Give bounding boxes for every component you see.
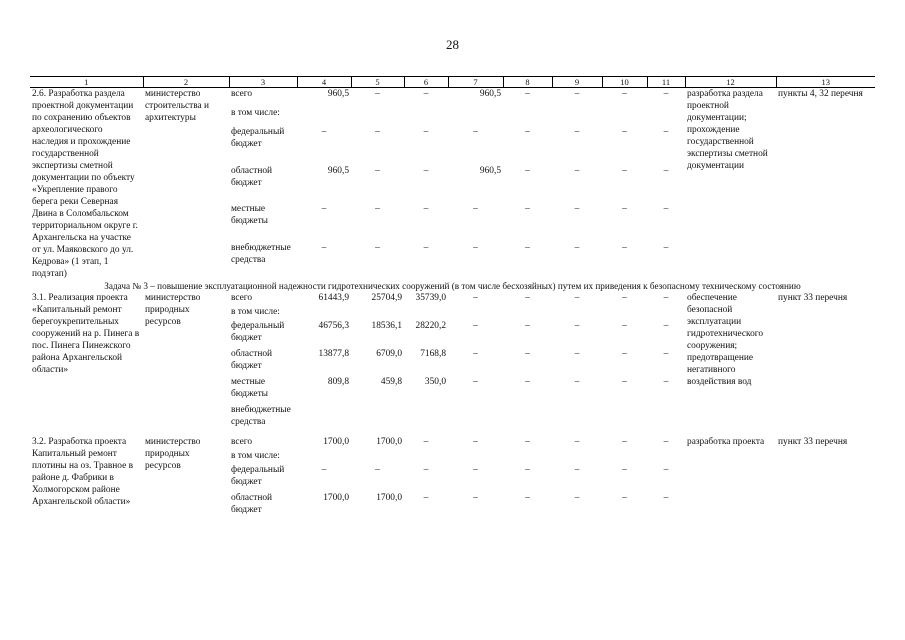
amount-cell: – xyxy=(622,89,627,99)
reference: пункты 4, 32 перечня xyxy=(778,89,863,99)
amount-cell: 459,8 xyxy=(380,377,402,387)
amount-cell xyxy=(647,107,685,126)
amount-cell: – xyxy=(574,89,580,99)
amount-cell: – xyxy=(574,242,580,253)
column-number-header xyxy=(30,77,875,88)
amount-cell: – xyxy=(622,293,627,303)
col-num: 7 xyxy=(448,77,503,88)
amount-cell: 35739,0 xyxy=(415,293,446,303)
executor: министерство природных ресурсов xyxy=(145,293,201,327)
amount-cell xyxy=(297,107,351,126)
amount-cell: – xyxy=(663,127,669,137)
amount-cell xyxy=(602,107,647,126)
amount-cell: – xyxy=(525,293,530,303)
amount-cell xyxy=(602,404,647,432)
amount-cell: 960,5 xyxy=(327,89,349,99)
amount-cell: 960,5 xyxy=(327,165,349,176)
amount-cell: – xyxy=(663,293,669,303)
amount-cell: – xyxy=(423,89,429,99)
amount-cell xyxy=(602,450,647,464)
funding-source: внебюджетные средства xyxy=(231,242,291,265)
funding-source: всего xyxy=(231,437,253,447)
amount-cell: – xyxy=(375,127,380,137)
amount-cell: – xyxy=(423,165,429,176)
amount-cell: – xyxy=(525,437,530,447)
col-num: 11 xyxy=(647,77,685,88)
amount-cell: – xyxy=(423,204,429,214)
amount-cell: – xyxy=(423,127,429,137)
amount-cell xyxy=(351,404,404,432)
amount-cell xyxy=(647,404,685,432)
amount-cell: – xyxy=(663,493,669,503)
expected-result: разработка раздела проектной документации; прохождение государственной экспертизы сметной документации xyxy=(687,89,768,171)
amount-cell xyxy=(351,306,404,320)
amount-cell xyxy=(404,404,448,432)
funding-source: внебюджетные средства xyxy=(231,405,291,427)
task-row xyxy=(30,280,875,292)
amount-cell: – xyxy=(622,204,627,214)
amount-cell: – xyxy=(663,321,669,331)
amount-cell xyxy=(552,404,602,432)
amount-cell xyxy=(351,107,404,126)
amount-cell: – xyxy=(423,493,429,503)
amount-cell: 809,8 xyxy=(327,377,349,387)
funding-source: местные бюджеты xyxy=(231,204,268,226)
funding-source: в том числе: xyxy=(231,307,280,317)
amount-cell xyxy=(503,306,552,320)
amount-cell: – xyxy=(622,127,627,137)
amount-cell: 28220,2 xyxy=(415,321,446,331)
amount-cell: 25704,9 xyxy=(371,293,402,303)
amount-cell: – xyxy=(473,321,478,331)
funding-source: всего xyxy=(231,293,253,303)
executor: министерство природных ресурсов xyxy=(145,437,201,471)
amount-cell xyxy=(404,107,448,126)
amount-cell: – xyxy=(574,465,580,475)
amount-cell: 960,5 xyxy=(479,165,501,176)
amount-cell: – xyxy=(574,349,580,359)
funding-source: федеральный бюджет xyxy=(231,127,285,149)
amount-cell: – xyxy=(574,293,580,303)
amount-cell: – xyxy=(423,437,429,447)
amount-cell: – xyxy=(375,242,380,253)
amount-cell: 1700,0 xyxy=(323,437,349,447)
amount-cell: – xyxy=(473,242,478,253)
col-num: 13 xyxy=(776,77,875,88)
amount-cell: – xyxy=(473,293,478,303)
col-num: 4 xyxy=(297,77,351,88)
amount-cell xyxy=(351,450,404,464)
amount-cell: – xyxy=(663,437,669,447)
amount-cell: 350,0 xyxy=(424,377,446,387)
funding-source: местные бюджеты xyxy=(231,377,268,399)
amount-cell: 18536,1 xyxy=(371,321,402,331)
amount-cell: – xyxy=(663,204,669,214)
amount-cell: 13877,8 xyxy=(318,349,349,359)
funding-source: областной бюджет xyxy=(231,493,273,515)
amount-cell: 1700,0 xyxy=(376,437,402,447)
amount-cell: 6709,0 xyxy=(376,349,402,359)
amount-cell: – xyxy=(525,89,530,99)
amount-cell: – xyxy=(525,127,530,137)
amount-cell: – xyxy=(663,89,669,99)
program-table xyxy=(30,76,875,520)
amount-cell: – xyxy=(473,349,478,359)
page-number: 28 xyxy=(446,37,459,52)
amount-cell xyxy=(404,450,448,464)
amount-cell: – xyxy=(375,204,380,214)
amount-cell xyxy=(448,404,503,432)
amount-cell: – xyxy=(574,321,580,331)
measure-title: 3.2. Разработка проекта Капитальный ремонт плотины на оз. Травное в районе д. Фабрики в Холмогорском районе Архангельской области» xyxy=(32,437,134,507)
amount-cell: – xyxy=(525,465,530,475)
amount-cell xyxy=(503,450,552,464)
amount-cell: – xyxy=(321,127,327,137)
amount-cell: – xyxy=(622,242,627,253)
col-num: 5 xyxy=(351,77,404,88)
amount-cell xyxy=(404,306,448,320)
amount-cell: – xyxy=(473,377,478,387)
amount-cell: – xyxy=(321,465,327,475)
amount-cell: 1700,0 xyxy=(323,493,349,503)
amount-cell xyxy=(552,107,602,126)
amount-cell: – xyxy=(473,127,478,137)
amount-cell xyxy=(297,306,351,320)
amount-cell: 46756,3 xyxy=(318,321,349,331)
funding-source: федеральный бюджет xyxy=(231,321,285,343)
amount-cell: – xyxy=(525,204,530,214)
funding-source: областной бюджет xyxy=(231,349,273,371)
amount-cell: – xyxy=(473,437,478,447)
amount-cell: – xyxy=(525,493,530,503)
amount-cell: – xyxy=(423,242,429,253)
amount-cell xyxy=(297,404,351,432)
executor: министерство строительства и архитектуры xyxy=(145,89,210,123)
task-heading: Задача № 3 – повышение эксплуатационной надежности гидротехнических сооружений (в том числе бесхозяйных) путем их приведения к безопасному техническому состоянию xyxy=(104,281,801,291)
funding-source: в том числе: xyxy=(231,107,280,118)
amount-cell xyxy=(503,107,552,126)
amount-cell: – xyxy=(574,204,580,214)
amount-cell: – xyxy=(663,465,669,475)
amount-cell: – xyxy=(622,493,627,503)
amount-cell: – xyxy=(622,437,627,447)
amount-cell xyxy=(552,450,602,464)
amount-cell: – xyxy=(525,377,530,387)
amount-cell: – xyxy=(375,89,380,99)
amount-cell: – xyxy=(663,377,669,387)
expected-result: обеспечение безопасной эксплуатации гидротехнического сооружения; предотвращение негативного воздействия вод xyxy=(687,293,764,387)
amount-cell xyxy=(647,306,685,320)
amount-cell: – xyxy=(525,321,530,331)
amount-cell: – xyxy=(574,437,580,447)
amount-cell: – xyxy=(622,349,627,359)
amount-cell: – xyxy=(574,493,580,503)
amount-cell: – xyxy=(375,165,380,176)
amount-cell: – xyxy=(574,377,580,387)
table-row xyxy=(30,88,875,107)
amount-cell: – xyxy=(663,165,669,176)
amount-cell: – xyxy=(473,204,478,214)
table-row xyxy=(30,436,875,450)
col-num: 3 xyxy=(229,77,297,88)
amount-cell: – xyxy=(375,465,380,475)
col-num: 8 xyxy=(503,77,552,88)
amount-cell: – xyxy=(321,204,327,214)
amount-cell: – xyxy=(525,349,530,359)
amount-cell xyxy=(448,107,503,126)
amount-cell: – xyxy=(622,321,627,331)
table-row xyxy=(30,292,875,306)
col-num: 1 xyxy=(30,77,143,88)
amount-cell: 1700,0 xyxy=(376,493,402,503)
amount-cell: – xyxy=(423,465,429,475)
amount-cell: – xyxy=(321,242,327,253)
amount-cell: – xyxy=(574,127,580,137)
col-num: 10 xyxy=(602,77,647,88)
amount-cell: – xyxy=(473,493,478,503)
reference: пункт 33 перечня xyxy=(778,437,848,447)
measure-title: 2.6. Разработка раздела проектной документации по сохранению объектов археологического наследия и прохождение государственной экспертизы сметной документации по объекту «Укрепление правого берега реки Северная Двина в Соломбальском территориальном округе г. Архангельска на участке от ул. Маяковского до ул. Кедрова» (1 этап, 1 подэтап) xyxy=(32,89,138,279)
amount-cell: – xyxy=(525,242,530,253)
amount-cell: – xyxy=(525,165,530,176)
amount-cell xyxy=(448,306,503,320)
expected-result: разработка проекта xyxy=(687,437,765,447)
col-num: 9 xyxy=(552,77,602,88)
amount-cell: 61443,9 xyxy=(318,293,349,303)
reference: пункт 33 перечня xyxy=(778,293,848,303)
amount-cell: 960,5 xyxy=(479,89,501,99)
amount-cell xyxy=(503,404,552,432)
amount-cell xyxy=(448,450,503,464)
amount-cell: – xyxy=(473,465,478,475)
funding-source: областной бюджет xyxy=(231,165,273,188)
amount-cell: – xyxy=(622,165,627,176)
amount-cell: – xyxy=(574,165,580,176)
amount-cell: – xyxy=(622,465,627,475)
amount-cell xyxy=(647,450,685,464)
col-num: 2 xyxy=(143,77,229,88)
amount-cell xyxy=(297,450,351,464)
amount-cell: – xyxy=(663,242,669,253)
funding-source: в том числе: xyxy=(231,451,280,461)
funding-source: федеральный бюджет xyxy=(231,465,285,487)
col-num: 6 xyxy=(404,77,448,88)
amount-cell: – xyxy=(663,349,669,359)
col-num: 12 xyxy=(685,77,776,88)
amount-cell: 7168,8 xyxy=(420,349,446,359)
measure-title: 3.1. Реализация проекта «Капитальный ремонт берегоукрепительных сооружений на р. Пинега в пос. Пинега Пинежского района Архангельской области» xyxy=(32,293,140,375)
funding-source: всего xyxy=(231,89,253,99)
amount-cell: – xyxy=(622,377,627,387)
amount-cell xyxy=(602,306,647,320)
amount-cell xyxy=(552,306,602,320)
